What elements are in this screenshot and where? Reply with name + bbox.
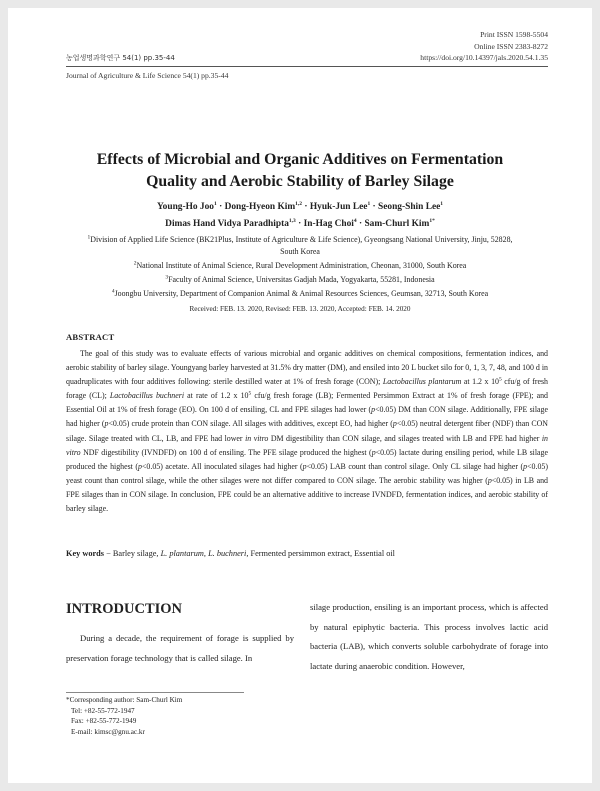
abstract-text: <0.05) yeast count than control silage, while the other silages were not differ compared to CON silage. The aerobic stability was higher ( — [66, 461, 548, 485]
journal-korean-citation: 농업생명과학연구 54(1) pp.35-44 — [66, 54, 175, 62]
corresponding-author-footnote — [66, 695, 182, 738]
abstract-italic-term: p — [371, 405, 376, 415]
introduction-right-column: silage production, ensiling is an important process, which is affected by natural epiphytic bacteria. This process involves lactic acid bacteria (LAB), which converts soluble carbohydrate of forage into lactate during anaerobic condition. However, — [310, 602, 548, 671]
affiliation-item — [78, 260, 522, 272]
abstract-text: <0.05) crude protein than CON silage. All silages with additives, except EO, had higher ( — [108, 419, 393, 429]
keyword-item: L. buchneri — [208, 549, 247, 558]
author-separator: · — [295, 219, 304, 229]
keywords-label: Key words — [66, 549, 105, 558]
journal-english-citation: Journal of Agriculture & Life Science 54(1) pp.35-44 — [66, 71, 229, 80]
author-name: Young-Ho Joo — [156, 202, 214, 212]
keyword-item: L. plantarum — [160, 549, 204, 558]
introduction-heading: INTRODUCTION — [66, 601, 183, 617]
abstract-text: The goal of this study was to evaluate effects of various microbial and organic additives on chemical compositions, fermentation indices, and aerobic stability of barley silage. Youngyang barley harvested at 31.5% dry matter (DM), and ensiled into 20 L bucket silo for 0, 1, 3, 7, 48, and 100 d in quadruplicates with four additives following: sterile destilled water at 1% of fresh forage (CON); — [66, 349, 548, 387]
abstract-text: cfu/g of fresh forage (CL); — [66, 377, 548, 401]
author-name: Sam-Churl Kim — [364, 219, 430, 229]
affiliation-text: Faculty of Animal Science, Universitas Gadjah Mada, Yogyakarta, 55281, Indonesia — [168, 275, 435, 284]
author-email[interactable]: E-mail: kimsc@gnu.ac.kr — [71, 728, 145, 737]
title-line-1: Effects of Microbial and Organic Additives on Fermentation — [96, 151, 504, 168]
doi-link[interactable]: https://doi.org/10.14397/jals.2020.54.1.35 — [420, 53, 548, 62]
abstract-text: cfu/g fresh forage (LB); Fermented Persimmon Extract at 1% of fresh forage (FPE); and Essential Oil at 1% of fresh forage (EO). On 100 d of ensiling, CL and FPE silages had lower ( — [66, 391, 548, 415]
author-list — [48, 199, 552, 233]
online-issn: Online ISSN 2383-8272 — [474, 42, 548, 51]
abstract-text: NDF digestibility (IVNDFD) on 100 d of ensiling. The PFE silage produced the highest ( — [80, 447, 372, 457]
author-affiliation-mark: 4 — [353, 217, 357, 224]
affiliation-number: 2 — [133, 260, 137, 267]
abstract-italic-term: p — [392, 419, 397, 429]
author-tel: Tel: +82-55-772-1947 — [71, 706, 135, 715]
abstract-text: at rate of 1.2 x 10 — [184, 391, 249, 401]
keyword-item: Essential oil — [354, 549, 395, 558]
abstract-italic-term: p — [487, 475, 492, 485]
abstract-italic-term: p — [138, 461, 142, 471]
keyword-separator: , — [350, 549, 355, 558]
abstract-superscript: 5 — [498, 376, 502, 383]
article-title — [48, 149, 552, 193]
author-name: Dimas Hand Vidya Paradhipta — [165, 219, 289, 229]
abstract-italic-term: p — [371, 447, 376, 457]
journal-page — [8, 8, 592, 783]
abstract-text: <0.05) acetate. All inoculated silages had higher ( — [141, 461, 303, 471]
keyword-separator: , — [246, 549, 251, 558]
abstract-italic-term: in vitro — [245, 433, 269, 443]
author-name: In-Hag Choi — [303, 219, 354, 229]
abstract-text: <0.05) DM than CON silage. Additionally, FPE silage had higher ( — [66, 405, 548, 429]
abstract-text: DM digestibility than CON silage, and silages treated with LB and FPE had higher — [268, 433, 542, 443]
affiliation-item — [78, 234, 522, 258]
footnote-divider — [66, 692, 244, 693]
print-issn: Print ISSN 1598-5504 — [480, 30, 548, 39]
author-name: Dong-Hyeon Kim — [224, 202, 296, 212]
keyword-item: Fermented persimmon extract — [250, 549, 351, 558]
introduction-left-column: During a decade, the requirement of forage is supplied by preservation forage technology that is called silage. In — [66, 633, 294, 663]
keywords-dash: − — [104, 549, 113, 558]
affiliation-number: 1 — [87, 234, 91, 241]
abstract-text: at 1.2 x 10 — [461, 377, 499, 387]
affiliation-item — [78, 288, 522, 300]
author-affiliation-mark: 1 — [440, 200, 444, 207]
abstract-italic-term: p — [302, 461, 307, 471]
keyword-separator: , — [203, 549, 209, 558]
author-name: Hyuk-Jun Lee — [309, 202, 368, 212]
keywords — [66, 549, 548, 558]
abstract-italic-term: p — [523, 461, 528, 471]
authors-line-2 — [48, 216, 552, 233]
author-affiliation-mark: 1 — [214, 200, 217, 207]
affiliation-number: 4 — [111, 288, 115, 295]
author-affiliation-mark: 1,3 — [288, 217, 296, 224]
affiliations — [78, 234, 522, 302]
abstract-italic-term: p — [104, 419, 109, 429]
keyword-separator: , — [156, 549, 161, 558]
abstract-heading: ABSTRACT — [66, 332, 115, 342]
affiliation-text: Joongbu University, Department of Companion Animal & Animal Resources Sciences, Geumsan, 32713, South Korea — [114, 289, 489, 298]
author-separator: · — [302, 202, 310, 212]
abstract-italic-term: Lactobacillus plantarum — [382, 377, 462, 387]
affiliation-text: Division of Applied Life Science (BK21Plus, Institute of Agriculture & Life Science), Gyeongsang National University, Jinju, 52828, South Korea — [90, 235, 513, 256]
authors-line-1 — [48, 199, 552, 216]
author-affiliation-mark: 1 — [367, 200, 371, 207]
keyword-item: Barley silage — [112, 549, 157, 558]
author-separator: · — [216, 202, 225, 212]
title-line-2: Quality and Aerobic Stability of Barley Silage — [146, 173, 454, 190]
author-fax: Fax: +82-55-772-1949 — [71, 717, 137, 726]
abstract-italic-term: Lactobacillus buchneri — [109, 391, 185, 401]
affiliation-number: 3 — [165, 274, 169, 281]
abstract-text: <0.05) neutral detergent fiber (NDF) than CON silage. Silage treated with CL, LB, and FPE had lower — [66, 419, 549, 443]
affiliation-item — [78, 274, 522, 286]
abstract-body — [66, 347, 548, 516]
abstract-italic-term: in vitro — [66, 433, 548, 457]
header-divider — [66, 66, 548, 67]
abstract-text: <0.05) lactate during ensiling period, while LB silage produced the highest ( — [66, 447, 548, 471]
abstract-superscript: 5 — [248, 390, 252, 397]
author-separator: · — [356, 219, 365, 229]
received-dates: Received: FEB. 13. 2020, Revised: FEB. 13. 2020, Accepted: FEB. 14. 2020 — [189, 305, 411, 313]
author-affiliation-mark: 1* — [429, 217, 435, 224]
author-affiliation-mark: 1,2 — [295, 200, 303, 207]
abstract-text: <0.05) in LB and FPE silages than in CON silage. In conclusion, FPE could be an alternative additive to increase IVNDFD, fermentation indices, and aerobic stability of barley silage. — [66, 475, 548, 514]
corresponding-author: *Corresponding author: Sam-Churl Kim — [66, 696, 183, 704]
author-name: Seong-Shin Lee — [378, 202, 441, 212]
author-separator: · — [370, 202, 379, 212]
affiliation-text: National Institute of Animal Science, Rural Development Administration, Cheonan, 31000, South Korea — [136, 261, 467, 270]
abstract-text: <0.05) LAB count than control silage. Only CL silage had higher ( — [306, 461, 524, 471]
